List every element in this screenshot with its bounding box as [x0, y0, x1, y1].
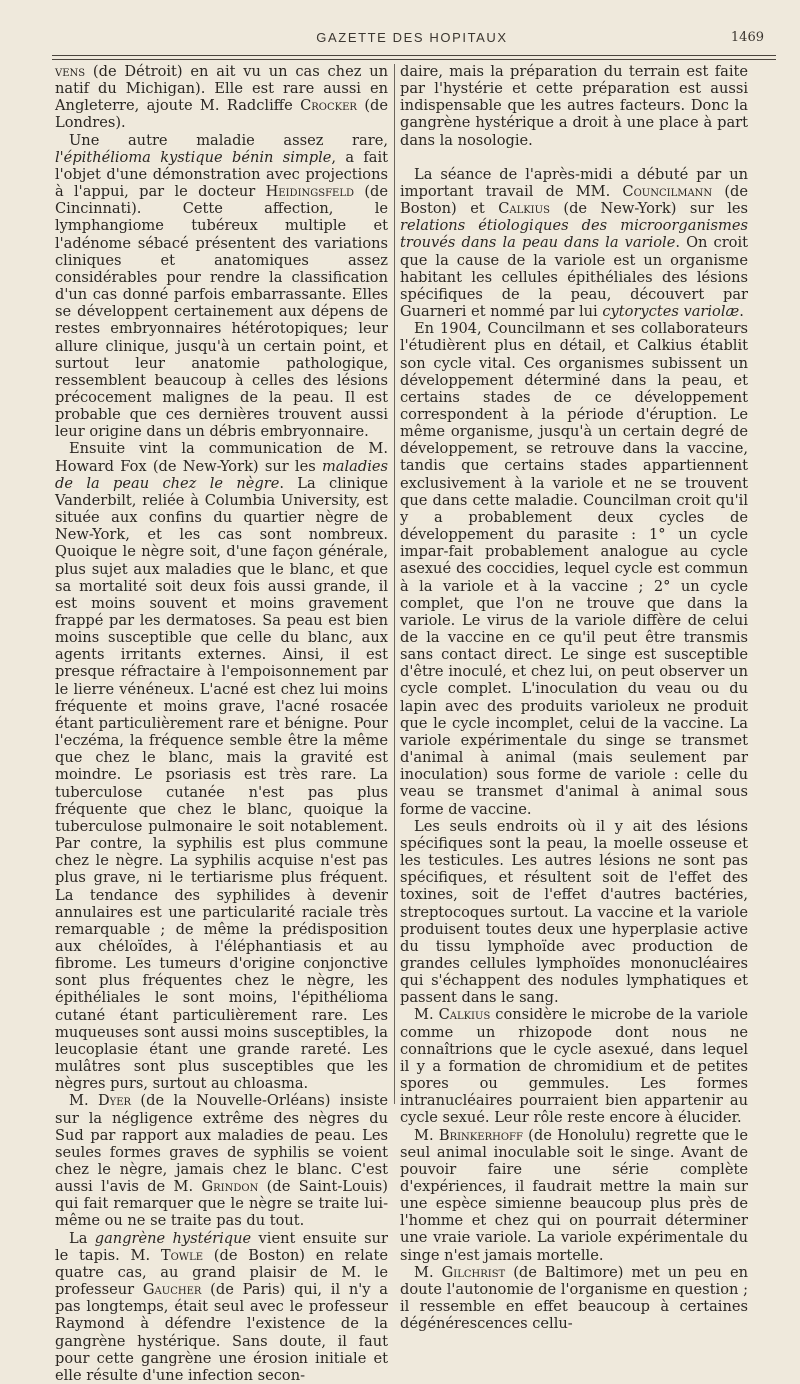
text-run: vient ensuite sur le tapis. M.: [55, 1229, 389, 1264]
paragraph: [55, 1230, 388, 1384]
text-run: M.: [414, 1126, 439, 1144]
text-run: La séance de l'après-midi a débuté par un important travail de MM.: [400, 165, 748, 200]
column-divider: [394, 64, 395, 1104]
text-run: (de Londres).: [55, 97, 388, 132]
text-run: (de New-York) sur les: [549, 200, 748, 218]
text-run: M.: [414, 1263, 442, 1281]
italic-term: relations étiologiques des microorganismes trouvés dans la peau dans la variole: [400, 217, 748, 252]
text-run: (de Cincinnati). Cette affection, le lymphangiome tubéreux multiple et l'adénome sébacé présentent des variations cliniques et anatomiques assez considérables pour rendre la classification d'un cas donné parfois embarrassante. Elles se développent certainement aux dépens de restes embryonnaires hétérotopiques; leur allure clinique, jusqu'à un certain point, et surtout leur anatomie pathologique, ressemblent beaucoup à celles des lésions précocement malignes de la peau. Il est probable que ces dernières trouvent aussi leur origine dans un débris embryonnaire.: [55, 183, 389, 441]
author-name: Gilchrist: [441, 1263, 506, 1281]
text-run: La: [69, 1229, 95, 1247]
paragraph: [400, 1264, 748, 1333]
text-run: daire, mais la préparation du terrain est faite par l'hystérie et cette préparation est aussi indispensable que les autres facteurs. Donc la gangrène hystérique a droit à une place à part dans la nosologie.: [400, 63, 748, 149]
text-run: .: [739, 303, 744, 321]
text-run: . On croit que la cause de la variole est un organisme habitant les cellules épithéliales des lésions spécifiques de la peau, découvert par Guarneri et nommé par lui: [400, 234, 748, 321]
author-name: Grindon: [201, 1178, 259, 1196]
text-run: (de Honolulu) regrette que le seul animal inoculable soit le singe. Avant de pouvoir faire une série complète d'expériences, il faudrait mettre la main sur une espèce simienne beaucoup plus près de l'homme et chez qui on pourrait déterminer une vraie variole. La variole expérimentale du singe n'est jamais mortelle.: [400, 1126, 748, 1264]
paragraph: [55, 63, 388, 132]
italic-term: gangrène hystérique: [94, 1229, 252, 1247]
italic-term: cytoryctes variolæ: [602, 303, 740, 321]
running-head: [54, 26, 770, 48]
text-run: (de Paris) qui, il n'y a pas longtemps, était seul avec le professeur Raymond à défendre l'existence de la gangrène hystérique. Sans doute, il faut pour cette gangrène une érosion initiale et elle résulte d'une infection secon-: [55, 1281, 388, 1384]
paragraph: [400, 320, 748, 818]
italic-term: l'épithélioma kystique bénin simple: [55, 148, 332, 166]
author-name: Dyer: [97, 1092, 132, 1110]
paragraph: [55, 132, 388, 441]
text-run: En 1904, Councilmann et ses collaborateurs l'étudièrent plus en détail, et Calkius établit son cycle vital. Ces organismes subissent un développement déterminé dans la peau, et certains stades de ce développement correspondent à la période d'éruption. Le même organisme, jusqu'à un certain degré de développement, se retrouve dans la vaccine, tandis que certains stades appartiennent exclusivement à la variole et ne se trouvent que dans cette maladie. Councilman croit qu'il y a probablement deux cycles de développement du parasite : 1° un cycle impar-fait probablement analogue au cycle asexué des coccidies, lequel cycle est commun à la variole et à la vaccine ; 2° un cycle complet, que l'on ne trouve que dans la variole. Le virus de la variole diffère de celui de la vaccine en ce qu'il peut être transmis sans contact direct. Le singe est susceptible d'être inoculé, et chez lui, on peut observer un cycle complet. L'inoculation du veau ou du lapin avec des produits varioleux ne produit que le cycle incomplet, celui de la vaccine. La variole expérimentale du singe se transmet d'animal à animal (mais seulement par inoculation) sous forme de variole : celle du veau se transmet d'animal à animal sous forme de vaccine.: [400, 320, 748, 818]
text-run: M.: [69, 1092, 98, 1110]
author-name: Gaucher: [142, 1281, 202, 1299]
paragraph: [55, 440, 388, 1092]
text-run: Ensuite vint la communication de M. Howard Fox (de New-York) sur les: [55, 440, 388, 475]
author-name: Towle: [160, 1246, 204, 1264]
italic-term: maladies de la peau chez le nègre: [55, 457, 388, 492]
right-column: [400, 63, 748, 1332]
text-run: (de Boston) et: [400, 182, 749, 218]
text-run: (de Saint-Louis) qui fait remarquer que le nègre se traite lui-même ou ne se traite pas du tout.: [55, 1178, 388, 1230]
header-rule-bottom: [52, 59, 776, 60]
header-rule-top: [52, 55, 776, 56]
author-name: Calkius: [498, 200, 550, 218]
text-run: considère le microbe de la variole comme un rhizopode dont nous ne connaîtrions que le cycle asexué, dans lequel il y a formation de chromidium et de petites spores ou gemmules. Les formes intranucléaires pourraient bien appartenir au cycle sexué. Leur rôle reste encore à élucider.: [400, 1006, 748, 1127]
page-number: 1469: [730, 30, 764, 45]
text-run: M.: [414, 1006, 439, 1024]
text-run: Les seuls endroits où il y ait des lésions spécifiques sont la peau, la moelle osseuse et les testicules. Les autres lésions ne sont pas spécifiques, et résultent soit de l'effet des toxines, soit de l'effet d'autres bactéries, streptocoques surtout. La vaccine et la variole produisent toutes deux une hyperplasie active du tissu lymphoïde avec production de grandes cellules lymphoïdes mononucléaires qui s'échappent des nodules lymphatiques et passent dans le sang.: [400, 817, 748, 1007]
left-column: [55, 63, 388, 1384]
text-run: (de la Nouvelle-Orléans) insiste sur la négligence extrême des nègres du Sud par rapport aux maladies de peau. Les seules formes graves de syphilis se voient chez le nègre, jamais chez le blanc. C'est aussi l'avis de M.: [55, 1092, 388, 1196]
text-run: (de Détroit) en ait vu un cas chez un natif du Michigan). Elle est rare aussi en Angleterre, ajoute M. Radcliffe: [55, 63, 388, 115]
author-name: Calkius: [438, 1006, 491, 1024]
author-name: Councilmann: [622, 182, 713, 200]
journal-title: GAZETTE DES HOPITAUX: [316, 30, 508, 45]
text-run: (de Baltimore) met un peu en doute l'autonomie de l'organisme en question ; il ressemble en effet beaucoup à certaines dégénérescences cellu-: [400, 1263, 748, 1333]
paragraph: [400, 1006, 748, 1126]
text-run: (de Boston) en relate quatre cas, au grand plaisir de M. le professeur: [55, 1246, 388, 1299]
author-name: Crocker: [300, 97, 357, 115]
paragraph: [400, 63, 748, 149]
author-name: Brinkerhoff: [438, 1126, 523, 1144]
author-name: vens: [55, 63, 86, 80]
text-run: , a fait l'objet d'une démonstration avec projections à l'appui, par le docteur: [55, 148, 388, 201]
paragraph: [400, 818, 748, 1007]
author-name: Heidingsfeld: [265, 183, 355, 201]
paragraph: [400, 166, 748, 320]
text-run: . La clinique Vanderbilt, reliée à Columbia University, est située aux confins du quartier nègre de New-York, et les cas sont nombreux. Quoique le nègre soit, d'une façon générale, plus sujet aux maladies que le blanc, et que sa mortalité soit deux fois aussi grande, il est moins souvent et moins gravement frappé par les dermatoses. Sa peau est bien moins susceptible que celle du blanc, aux agents irritants externes. Ainsi, il est presque réfractaire à l'empoisonnement par le lierre vénéneux. L'acné est chez lui moins fréquente et moins grave, l'acné rosacée étant particulièrement rare et bénigne. Pour l'eczéma, la fréquence semble être la même que chez le blanc, mais la gravité est moindre. Le psoriasis est très rare. La tuberculose cutanée n'est pas plus fréquente que chez le blanc, quoique la tuberculose pulmonaire le soit notablement. Par contre, la syphilis est plus commune chez le nègre. La syphilis acquise n'est pas plus grave, ni le tertiarisme plus fréquent. La tendance des syphilides à devenir annulaires est une particularité raciale très remarquable ; de même la prédisposition aux chéloïdes, à l'éléphantiasis et au fibrome. Les tumeurs d'origine conjonctive sont plus fréquentes chez le nègre, les épithéliales le sont moins, l'épithélioma cutané étant particulièrement rare. Les muqueuses sont aussi moins susceptibles, la leucoplasie étant une grande rareté. Les mulâtres sont plus susceptibles que les nègres purs, surtout au chloasma.: [55, 474, 388, 1093]
text-run: Une autre maladie assez rare,: [69, 131, 388, 149]
paragraph: [400, 1127, 748, 1264]
